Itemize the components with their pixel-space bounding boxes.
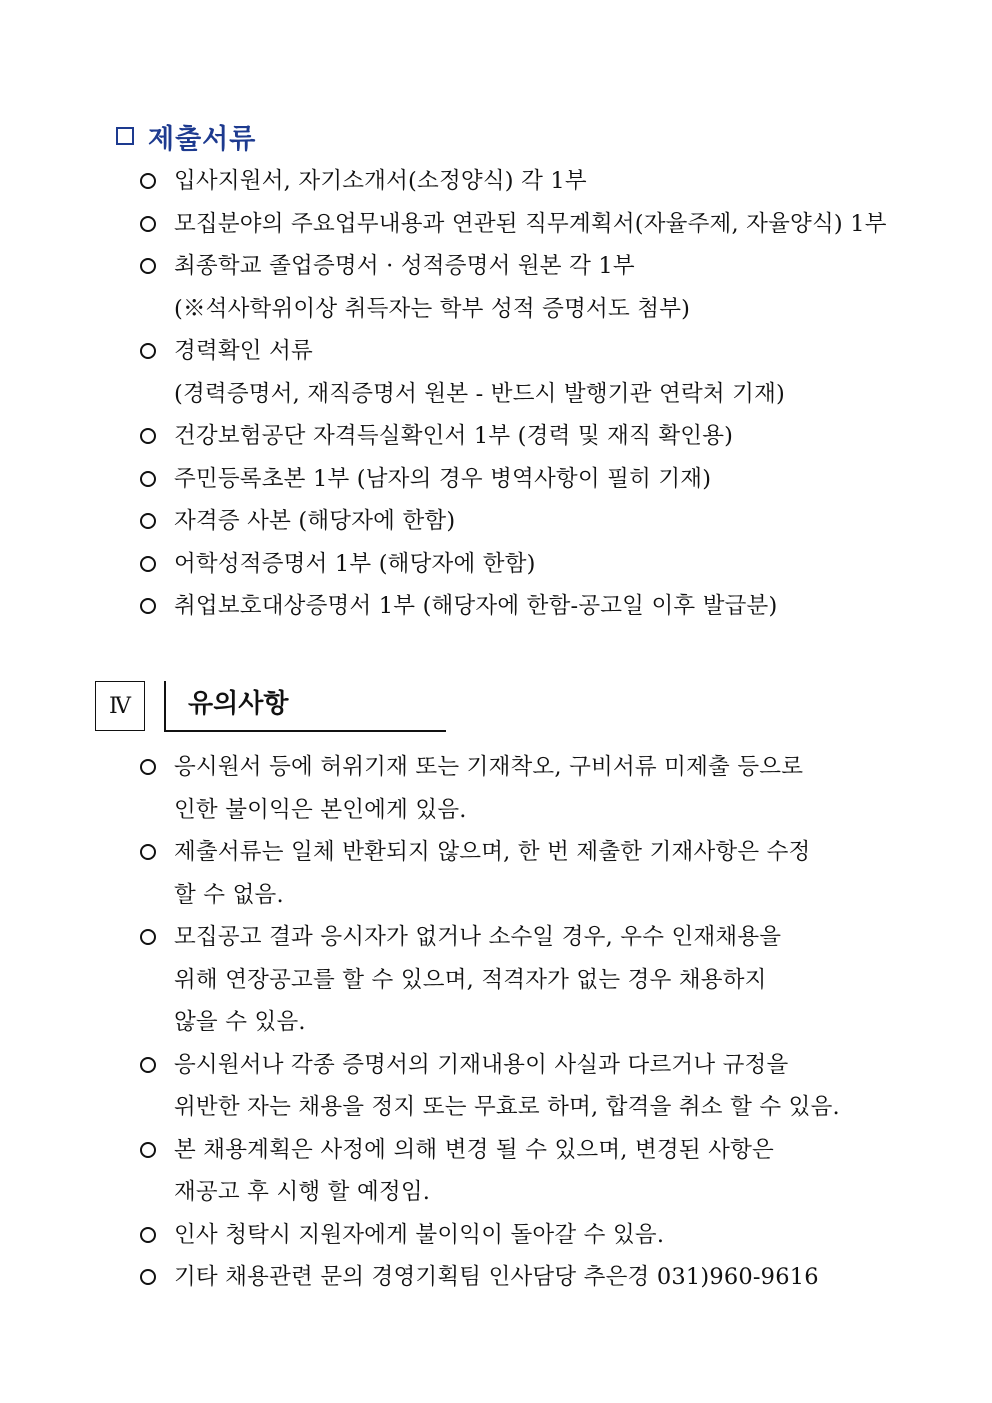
section-number: Ⅳ <box>109 693 131 718</box>
notes-list-item <box>140 746 920 831</box>
submission-list-item <box>140 245 920 330</box>
list-item-text <box>174 330 785 415</box>
list-item-line: 위해 연장공고를 할 수 있으며, 적격자가 없는 경우 채용하지 <box>174 966 767 993</box>
notes-list-item <box>140 1044 920 1129</box>
list-item-text <box>174 746 803 831</box>
section-submission-heading <box>116 116 256 156</box>
submission-list-item <box>140 203 920 246</box>
circle-bullet-icon <box>140 1142 156 1158</box>
list-item-line: 인사 청탁시 지원자에게 불이익이 돌아갈 수 있음. <box>174 1221 665 1248</box>
section-number-box <box>95 681 145 731</box>
section-notes-title: 유의사항 <box>188 689 289 719</box>
list-item-text <box>174 245 690 330</box>
circle-bullet-icon <box>140 216 156 232</box>
list-item-line: 모집공고 결과 응시자가 없거나 소수일 경우, 우수 인재채용을 <box>174 924 782 950</box>
list-item-text <box>174 1214 664 1257</box>
list-item-line: 주민등록초본 1부 (남자의 경우 병역사항이 필히 기재) <box>174 465 712 492</box>
list-item-line: 모집분야의 주요업무내용과 연관된 직무계획서(자율주제, 자율양식) 1부 <box>174 210 887 237</box>
list-item-line: 위반한 자는 채용을 정지 또는 무효로 하며, 합격을 취소 할 수 있음. <box>174 1094 840 1120</box>
submission-list-item <box>140 160 920 203</box>
list-item-line: (※석사학위이상 취득자는 학부 성적 증명서도 첨부) <box>174 295 691 322</box>
list-item-line: 제출서류는 일체 반환되지 않으며, 한 번 제출한 기재사항은 수정 <box>174 839 811 865</box>
submission-list-item <box>140 330 920 415</box>
submission-list-item <box>140 543 920 586</box>
circle-bullet-icon <box>140 759 156 775</box>
list-item-line: 않을 수 있음. <box>174 1009 306 1035</box>
list-item-text <box>174 500 455 543</box>
circle-bullet-icon <box>140 844 156 860</box>
submission-documents-list <box>140 160 920 628</box>
list-item-line: 취업보호대상증명서 1부 (해당자에 한함-공고일 이후 발급분) <box>174 593 778 619</box>
circle-bullet-icon <box>140 598 156 614</box>
list-item-line: 응시원서 등에 허위기재 또는 기재착오, 구비서류 미제출 등으로 <box>174 754 804 780</box>
list-item-text <box>174 1044 840 1129</box>
list-item-text <box>174 415 733 458</box>
notes-list-item <box>140 916 920 1044</box>
list-item-line: 최종학교 졸업증명서 · 성적증명서 원본 각 1부 <box>174 253 635 279</box>
list-item-line: 재공고 후 시행 할 예정임. <box>174 1179 431 1205</box>
list-item-text <box>174 203 887 246</box>
notes-list-item <box>140 1129 920 1214</box>
list-item-line: 기타 채용관련 문의 경영기획팀 인사담당 추은경 031)960-9616 <box>174 1264 819 1290</box>
circle-bullet-icon <box>140 471 156 487</box>
circle-bullet-icon <box>140 428 156 444</box>
notes-list-item <box>140 831 920 916</box>
list-item-text <box>174 585 777 628</box>
circle-bullet-icon <box>140 1269 156 1285</box>
list-item-line: 인한 불이익은 본인에게 있음. <box>174 796 467 823</box>
circle-bullet-icon <box>140 173 156 189</box>
heading-underline <box>164 730 446 732</box>
notes-list-item <box>140 1256 920 1299</box>
square-bullet-icon <box>116 127 134 145</box>
submission-list-item <box>140 585 920 628</box>
list-item-line: 할 수 없음. <box>174 881 284 908</box>
list-item-text <box>174 1256 819 1299</box>
list-item-text <box>174 543 536 586</box>
circle-bullet-icon <box>140 343 156 359</box>
list-item-text <box>174 916 781 1044</box>
list-item-line: 어학성적증명서 1부 (해당자에 한함) <box>174 550 536 577</box>
circle-bullet-icon <box>140 258 156 274</box>
notes-list <box>140 746 920 1299</box>
submission-list-item <box>140 458 920 501</box>
list-item-line: 자격증 사본 (해당자에 한함) <box>174 508 456 534</box>
list-item-line: (경력증명서, 재직증명서 원본 - 반드시 발행기관 연락처 기재) <box>174 380 786 407</box>
circle-bullet-icon <box>140 1057 156 1073</box>
list-item-line: 건강보험공단 자격득실확인서 1부 (경력 및 재직 확인용) <box>174 423 734 449</box>
submission-list-item <box>140 500 920 543</box>
list-item-line: 본 채용계획은 사정에 의해 변경 될 수 있으며, 변경된 사항은 <box>174 1136 774 1163</box>
list-item-text <box>174 458 711 501</box>
list-item-text <box>174 1129 774 1214</box>
heading-divider <box>164 681 166 731</box>
list-item-text <box>174 831 810 916</box>
circle-bullet-icon <box>140 513 156 529</box>
list-item-text <box>174 160 587 203</box>
circle-bullet-icon <box>140 929 156 945</box>
list-item-line: 입사지원서, 자기소개서(소정양식) 각 1부 <box>174 168 587 194</box>
submission-list-item <box>140 415 920 458</box>
list-item-line: 경력확인 서류 <box>174 338 313 364</box>
section-submission-title: 제출서류 <box>148 123 257 155</box>
circle-bullet-icon <box>140 1227 156 1243</box>
circle-bullet-icon <box>140 556 156 572</box>
notes-list-item <box>140 1214 920 1257</box>
list-item-line: 응시원서나 각종 증명서의 기재내용이 사실과 다르거나 규정을 <box>174 1051 789 1078</box>
